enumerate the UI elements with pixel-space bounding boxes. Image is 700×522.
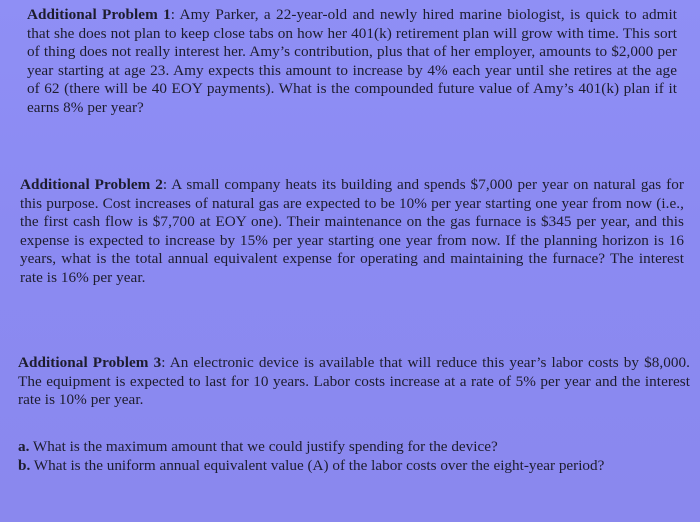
- problem-body: : An electronic device is available that will reduce this year’s labor costs by $8,000. The equipment is expected to last for 10 years. Labor costs increase at a rate of 5% per year and the interest rate is 10% per year.: [18, 354, 690, 409]
- part-text: What is the maximum amount that we could justify spending for the device?: [29, 438, 498, 455]
- problem-heading: Additional Problem 3: [18, 354, 162, 371]
- part-label: a.: [18, 438, 30, 455]
- problem-heading: Additional Problem 1: [27, 6, 171, 23]
- part-a: [18, 438, 698, 457]
- problem-heading: Additional Problem 2: [20, 176, 163, 193]
- additional-problem-1: [27, 6, 677, 118]
- problem-3-parts: [18, 438, 698, 475]
- additional-problem-3: [18, 354, 690, 410]
- problem-body: : A small company heats its building and spends $7,000 per year on natural gas for this purpose. Cost increases of natural gas are expected to be 10% per year starting one year from now (i.e., the first cash flow is $7,700 at EOY one). Their maintenance on the gas furnace is $345 per year, and this expense is expected to increase by 15% per year starting one year from now. If the planning horizon is 16 years, what is the total annual equivalent expense for operating and maintaining the furnace? The interest rate is 16% per year.: [20, 176, 684, 286]
- part-label: b.: [18, 456, 31, 474]
- part-b: [18, 457, 698, 476]
- additional-problem-2: [20, 176, 684, 288]
- part-text: What is the uniform annual equivalent value (A) of the labor costs over the eight-year period?: [30, 456, 605, 474]
- problem-body: : Amy Parker, a 22-year-old and newly hired marine biologist, is quick to admit that she does not plan to keep close tabs on how her 401(k) retirement plan will grow with time. This sort of thing does not really interest her. Amy’s contribution, plus that of her employer, amounts to $2,000 per year starting at age 23. Amy expects this amount to increase by 4% each year until she retires at the age of 62 (there will be 40 EOY payments). What is the compounded future value of Amy’s 401(k) plan if it earns 8% per year?: [27, 6, 677, 116]
